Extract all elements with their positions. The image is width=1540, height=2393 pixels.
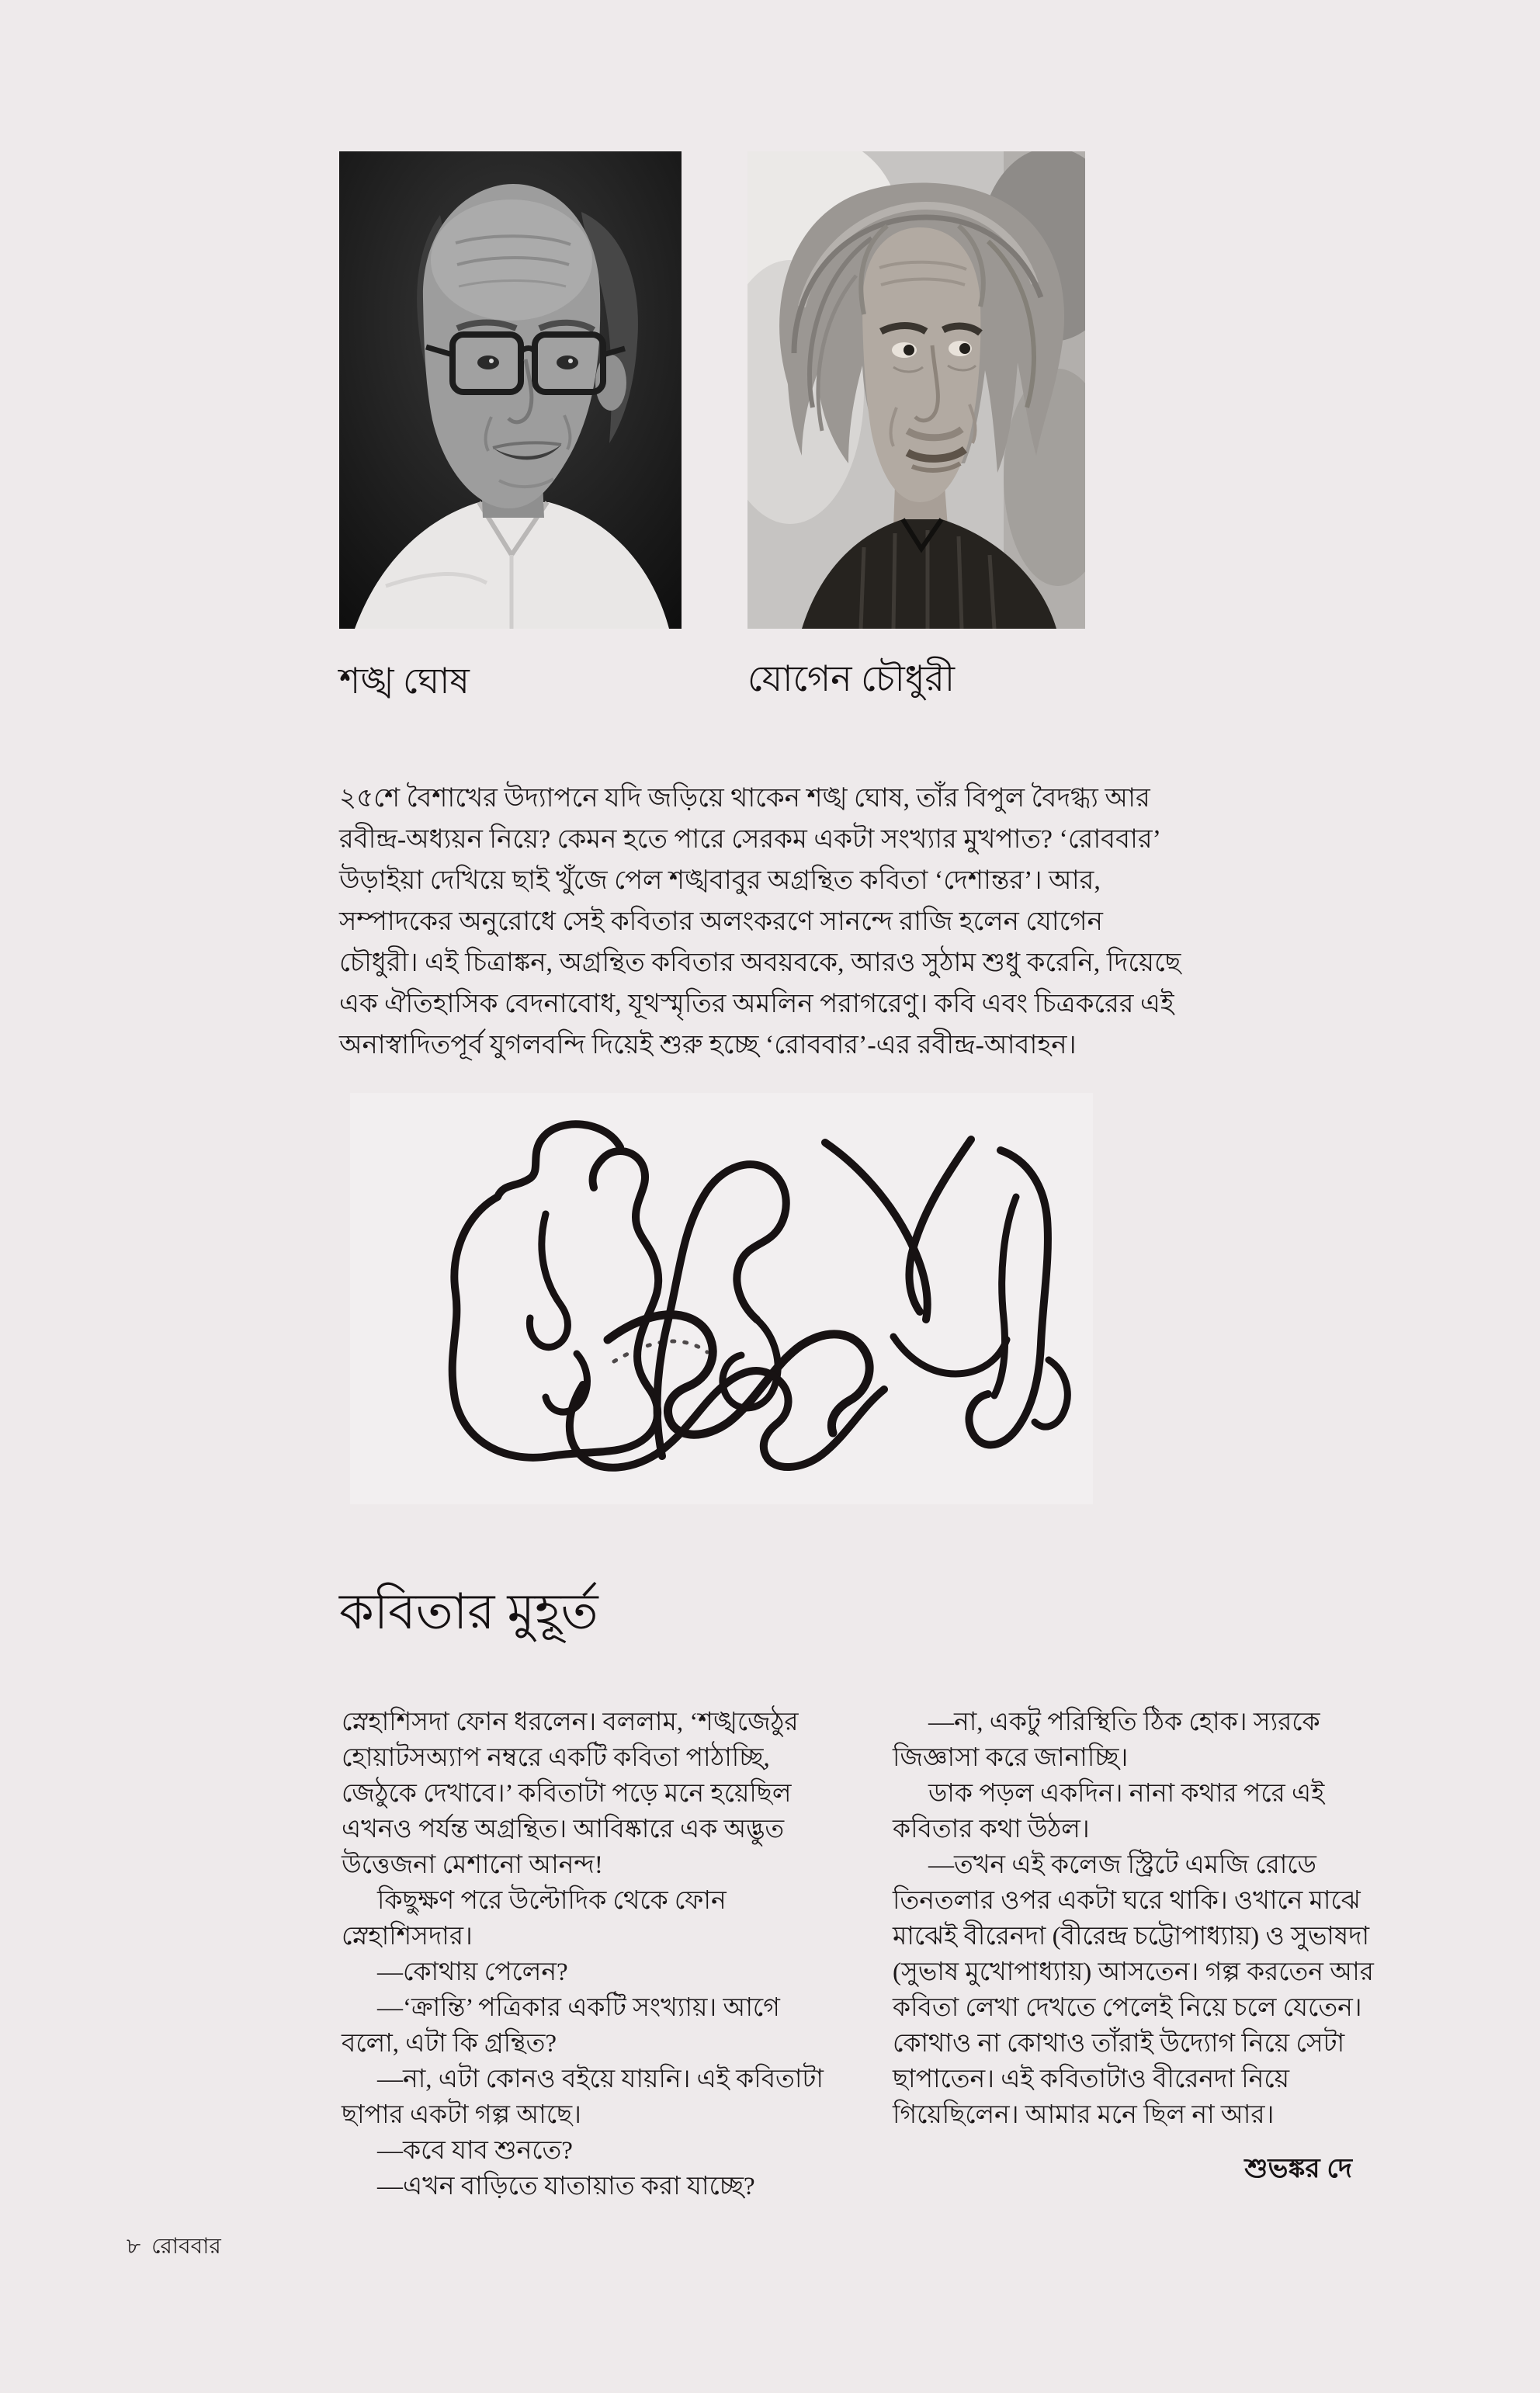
text-line: এখনও পর্যন্ত অগ্রন্থিত। আবিষ্কারে এক অদ্ভুত <box>342 1816 785 1843</box>
text-line: সম্পাদকের অনুরোধে সেই কবিতার অলংকরণে সানন্দে রাজি হলেন যোগেন <box>339 907 1103 936</box>
photo-caption-shankha-ghosh: শঙ্খ ঘোষ <box>339 661 470 701</box>
portrait-jogen-chowdhury-image <box>747 151 1085 629</box>
text-line: হোয়াটসঅ্যাপ নম্বরে একটি কবিতা পাঠাচ্ছি, <box>342 1744 770 1772</box>
text-line: কোথাও না কোথাও তাঁরাই উদ্যোগ নিয়ে সেটা <box>893 2030 1345 2058</box>
article-column-left <box>342 1705 824 2204</box>
text-line: স্নেহাশিসদার। <box>342 1923 473 1951</box>
intro-paragraph <box>339 778 1317 1066</box>
text-line: জিজ্ঞাসা করে জানাচ্ছি। <box>893 1744 1129 1772</box>
text-line: —‘ক্রান্তি’ পত্রিকার একটি সংখ্যায়। আগে <box>377 1994 780 2022</box>
article-title: কবিতার মুহূর্ত <box>339 1584 598 1639</box>
text-line: ছাপার একটা গল্প আছে। <box>342 2101 581 2129</box>
text-line: ডাক পড়ল একদিন। নানা কথার পরে এই <box>928 1780 1325 1808</box>
text-line: তিনতলার ওপর একটা ঘরে থাকি। ওখানে মাঝে <box>893 1887 1361 1915</box>
text-line: মাঝেই বীরেনদা (বীরেন্দ্র চট্টোপাধ্যায়) ও সুভাষদা <box>893 1923 1370 1951</box>
text-line: —তখন এই কলেজ স্ট্রিটে এমজি রোডে <box>928 1851 1316 1879</box>
text-line: কবিতা লেখা দেখতে পেলেই নিয়ে চলে যেতেন। <box>893 1994 1362 2022</box>
text-line: বলো, এটা কি গ্রন্থিত? <box>342 2030 557 2058</box>
text-line: এক ঐতিহাসিক বেদনাবোধ, যূথস্মৃতির অমলিন পরাগরেণু। কবি এবং চিত্রকরের এই <box>339 990 1174 1018</box>
text-line: গিয়েছিলেন। আমার মনে ছিল না আর। <box>893 2101 1275 2129</box>
text-line: ২৫শে বৈশাখের উদ্যাপনে যদি জড়িয়ে থাকেন শঙ্খ ঘোষ, তাঁর বিপুল বৈদগ্ধ্য আর <box>339 784 1150 813</box>
text-line: —না, একটু পরিস্থিতি ঠিক হোক। স্যরকে <box>928 1708 1320 1736</box>
portrait-shankha-ghosh-image <box>339 151 682 629</box>
text-line: অনাস্বাদিতপূর্ব যুগলবন্দি দিয়েই শুরু হচ্ছে ‘রোববার’-এর রবীন্দ্র-আবাহন। <box>339 1031 1077 1060</box>
text-line: —কোথায় পেলেন? <box>377 1958 568 1986</box>
page-number: ৮ <box>127 2235 141 2259</box>
abstract-scribble-art <box>350 1093 1093 1504</box>
text-line: —না, এটা কোনও বইয়ে যায়নি। এই কবিতাটা <box>377 2065 824 2093</box>
text-line: কবিতার কথা উঠল। <box>893 1816 1090 1843</box>
text-line: স্নেহাশিসদা ফোন ধরলেন। বললাম, ‘শঙ্খজেঠুর <box>342 1708 799 1736</box>
text-line: (সুভাষ মুখোপাধ্যায়) আসতেন। গল্প করতেন আর <box>893 1958 1374 1986</box>
text-line: উড়াইয়া দেখিয়ে ছাই খুঁজে পেল শঙ্খবাবুর অগ্রন্থিত কবিতা ‘দেশান্তর’। আর, <box>339 866 1101 895</box>
text-line: চৌধুরী। এই চিত্রাঙ্কন, অগ্রন্থিত কবিতার অবয়বকে, আরও সুঠাম শুধু করেনি, দিয়েছে <box>339 949 1181 977</box>
text-line: কিছুক্ষণ পরে উল্টোদিক থেকে ফোন <box>377 1887 727 1915</box>
text-line: —এখন বাড়িতে যাতায়াত করা যাচ্ছে? <box>377 2173 755 2201</box>
photo-jogen-chowdhury <box>747 151 1085 629</box>
text-line: —কবে যাব শুনতে? <box>377 2137 573 2165</box>
text-line: ছাপাতেন। এই কবিতাটাও বীরেনদা নিয়ে <box>893 2065 1290 2093</box>
photo-shankha-ghosh <box>339 151 682 629</box>
text-line: উত্তেজনা মেশানো আনন্দ! <box>342 1851 603 1879</box>
author-byline: শুভঙ্কর দে <box>1244 2153 1352 2183</box>
deshantar-line-drawing <box>350 1093 1093 1504</box>
magazine-name: রোববার <box>151 2235 221 2259</box>
photo-caption-jogen-chowdhury: যোগেন চৌধুরী <box>747 659 955 699</box>
text-line: রবীন্দ্র-অধ্যয়ন নিয়ে? কেমন হতে পারে সেরকম একটা সংখ্যার মুখপাত? ‘রোববার’ <box>339 825 1161 854</box>
article-column-right <box>893 1705 1374 2133</box>
page-footer <box>127 2229 232 2266</box>
text-line: জেঠুকে দেখাবে।’ কবিতাটা পড়ে মনে হয়েছিল <box>342 1780 792 1808</box>
